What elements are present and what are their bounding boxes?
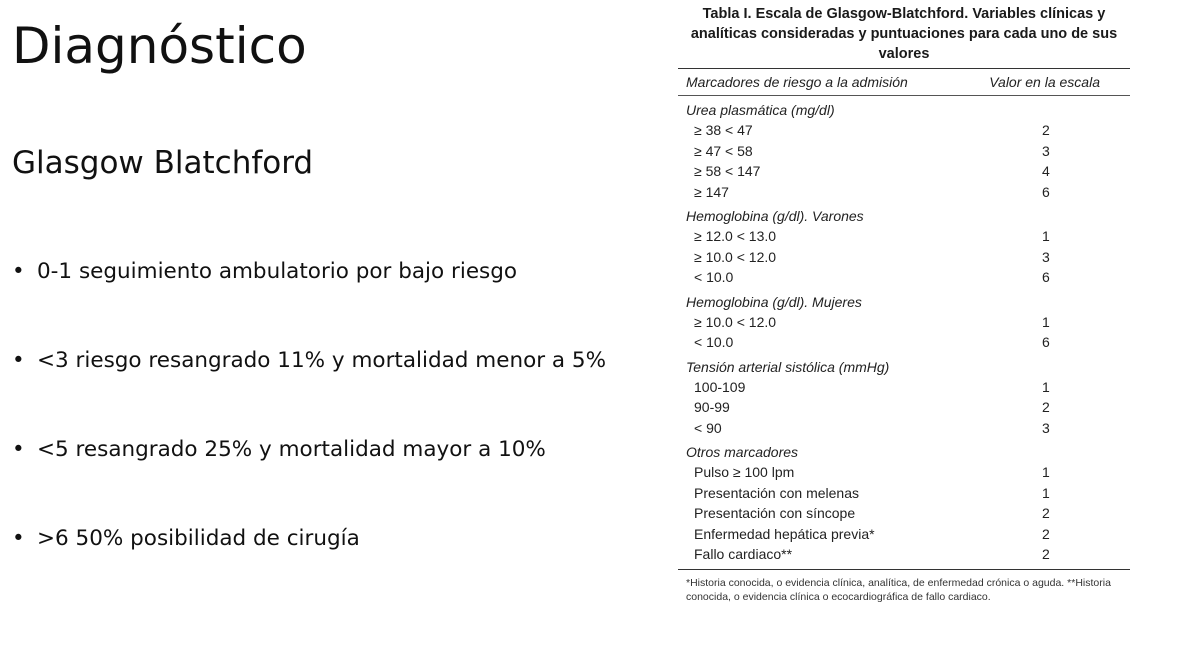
table-group [678, 442, 1130, 565]
row-label: Presentación con melenas [694, 484, 859, 501]
slide-title: Diagnóstico [12, 17, 307, 75]
row-label: Pulso ≥ 100 lpm [694, 464, 795, 480]
row-label: 90-99 [694, 399, 730, 415]
row-value: 3 [1042, 419, 1050, 436]
row-label: Fallo cardiaco** [694, 546, 793, 562]
row-label: ≥ 12.0 < 13.0 [694, 228, 777, 244]
table-group [678, 357, 1130, 439]
table-row [678, 483, 1130, 504]
row-value: 6 [1042, 269, 1050, 285]
row-label: ≥ 38 < 47 [694, 122, 753, 138]
row-value: 6 [1042, 334, 1050, 350]
table-row [678, 462, 1130, 483]
header-markers: Marcadores de riesgo a la admisión [686, 74, 908, 90]
table-row [678, 377, 1130, 398]
row-label: < 10.0 [694, 334, 734, 350]
row-label: ≥ 10.0 < 12.0 [694, 313, 777, 330]
table-group [678, 206, 1130, 288]
table-row [678, 247, 1130, 268]
bullet-item [12, 435, 546, 465]
row-label: Enfermedad hepática previa* [694, 525, 875, 542]
group-title: Tensión arterial sistólica (mmHg) [686, 358, 890, 375]
row-value: 1 [1042, 378, 1050, 395]
row-value: 2 [1042, 525, 1050, 542]
group-title: Hemoglobina (g/dl). Varones [686, 208, 864, 224]
row-label: ≥ 10.0 < 12.0 [694, 248, 777, 265]
bullet-marker: • [12, 526, 25, 551]
row-value: 1 [1042, 313, 1050, 330]
table-footnote: *Historia conocida, o evidencia clínica, analítica, de enfermedad crónica o aguda. **Historia conocida, o evidencia clínica o ecocardiográfica de fallo cardiaco. [686, 576, 1111, 603]
bullet-marker: • [12, 348, 25, 373]
bullet-marker: • [12, 259, 25, 284]
table-row [678, 544, 1130, 565]
group-title: Hemoglobina (g/dl). Mujeres [686, 293, 862, 310]
table-row [678, 226, 1130, 247]
bullet-item [12, 257, 517, 287]
row-value: 1 [1042, 228, 1050, 244]
bullet-item [12, 524, 360, 554]
row-value: 3 [1042, 142, 1050, 159]
row-label: ≥ 147 [694, 183, 729, 200]
bullet-text: <3 riesgo resangrado 11% y mortalidad menor a 5% [37, 348, 607, 373]
row-label: ≥ 58 < 147 [694, 163, 761, 179]
table-row [678, 141, 1130, 162]
row-value: 1 [1042, 484, 1050, 501]
table-row [678, 120, 1130, 141]
bullet-text: <5 resangrado 25% y mortalidad mayor a 10% [37, 437, 546, 462]
group-title: Otros marcadores [686, 444, 799, 460]
row-label: < 10.0 [694, 269, 734, 285]
table-row [678, 397, 1130, 418]
row-value: 2 [1042, 122, 1050, 138]
row-label: < 90 [694, 419, 722, 436]
row-value: 2 [1042, 399, 1050, 415]
bullet-text: >6 50% posibilidad de cirugía [37, 526, 360, 551]
group-title: Urea plasmática (mg/dl) [686, 102, 835, 118]
row-label: Presentación con síncope [694, 505, 856, 521]
table-row [678, 182, 1130, 203]
table-row [678, 418, 1130, 439]
bullet-text: 0-1 seguimiento ambulatorio por bajo riesgo [37, 259, 518, 284]
header-value: Valor en la escala [989, 74, 1100, 90]
table-caption: Tabla I. Escala de Glasgow-Blatchford. Variables clínicas y analíticas consideradas y puntuaciones para cada uno de sus valores [690, 6, 1118, 62]
slide-subtitle: Glasgow Blatchford [12, 145, 314, 181]
bullet-marker: • [12, 437, 25, 462]
row-label: 100-109 [694, 378, 746, 395]
table-row [678, 267, 1130, 288]
table-row [678, 161, 1130, 182]
table-header [678, 68, 1130, 96]
table-group [678, 100, 1130, 202]
row-value: 4 [1042, 163, 1050, 179]
bullet-item [12, 346, 606, 376]
table-row [678, 332, 1130, 353]
table-row [678, 524, 1130, 545]
row-value: 2 [1042, 505, 1050, 521]
table-row [678, 312, 1130, 333]
row-value: 1 [1042, 464, 1050, 480]
row-value: 2 [1042, 546, 1050, 562]
row-value: 3 [1042, 248, 1050, 265]
table-row [678, 503, 1130, 524]
row-label: ≥ 47 < 58 [694, 142, 753, 159]
glasgow-blatchford-table [678, 4, 1130, 604]
table-group [678, 292, 1130, 353]
row-value: 6 [1042, 183, 1050, 200]
